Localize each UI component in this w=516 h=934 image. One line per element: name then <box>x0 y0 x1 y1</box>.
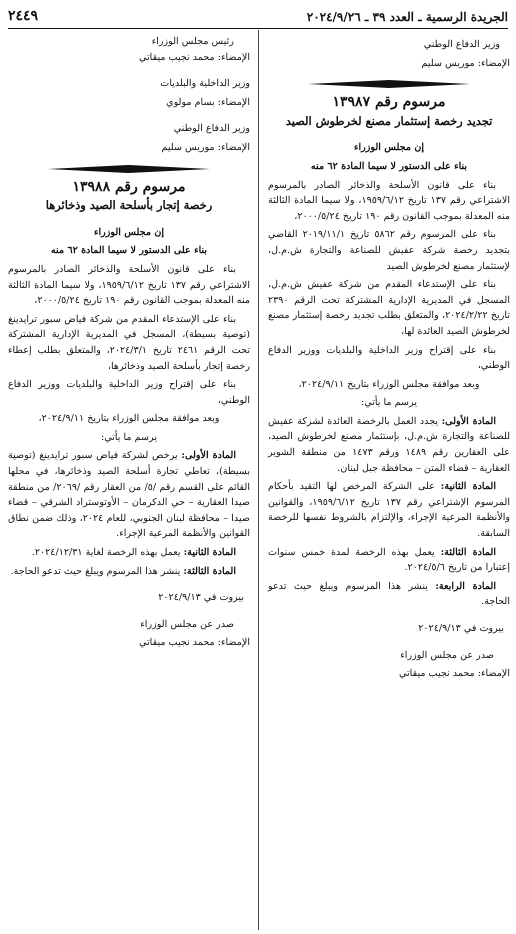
article-text: يعمل بهذه الرخصة لغاية ٢٠٢٤/١٢/٣١. <box>31 547 181 559</box>
article <box>8 448 250 542</box>
signature-name: الإمضاء: بسام مولوي <box>166 96 250 108</box>
article-label: المادة الرابعة: <box>435 580 496 592</box>
article-label: المادة الثالثة: <box>183 565 236 577</box>
preamble-paragraph: بناء على الإستدعاء المقدم من شركة عفيش ش.م.ل، المسجل في المديرية الإدارية المشتركة تحت الرقم ٢٣٩٠ تاريخ ٢٠٢٤/٢/٢٢، والمتعلق بطلب تجديد رخصة إستثمار مصنع لخرطوش الصيد العائدة لها، <box>268 279 511 337</box>
constitution-line: بناء على الدستور لا سيما المادة ٦٢ منه <box>50 245 208 257</box>
preamble-paragraph: بناء على قانون الأسلحة والذخائر الصادر بالمرسوم الاشتراعي رقم ١٣٧ تاريخ ١٩٥٩/٦/١٢، ولا سيما المادة الثالثة منه المعدلة بموجب القانون رقم ١٩٠ تاريخ ٢٠٠٠/٥/٢٤، <box>268 179 510 222</box>
issued-signature: الإمضاء: محمد نجيب ميقاتي <box>399 668 510 680</box>
approval-line: وبعد موافقة مجلس الوزراء بتاريخ ٢٠٢٤/٩/١١، <box>38 413 220 425</box>
article <box>8 545 250 561</box>
decrees-heading: يرسم ما يأتي: <box>100 431 158 443</box>
article-label: المادة الثالثة: <box>440 546 496 558</box>
signature-name: الإمضاء: موريس سليم <box>421 57 510 69</box>
article <box>8 564 250 580</box>
issued-signature: الإمضاء: محمد نجيب ميقاتي <box>139 637 250 649</box>
council-heading: إن مجلس الوزراء <box>93 226 165 238</box>
signature-title: وزير الدفاع الوطني <box>423 39 500 50</box>
preamble-paragraph: بناء على قانون الأسلحة والذخائر الصادر بالمرسوم الاشتراعي رقم ١٣٧ تاريخ ١٩٥٩/٦/١٢، ولا سيما المادة الثالثة منه المعدلة بموجب القانون رقم ١٩٠ تاريخ ٢٠٠٠/٥/٢٤، <box>8 263 250 307</box>
decree-title: تجديد رخصة إستثمار مصنع لخرطوش الصيد <box>285 113 493 128</box>
decrees-heading: يرسم ما يأتي: <box>360 397 418 409</box>
article-label: المادة الأولى: <box>181 450 236 462</box>
page-number: ٢٤٤٩ <box>8 8 39 24</box>
article <box>268 579 510 610</box>
signature-name: الإمضاء: موريس سليم <box>161 141 250 153</box>
column-divider <box>258 30 259 930</box>
council-heading: إن مجلس الوزراء <box>353 142 425 154</box>
article-label: المادة الثانية: <box>183 547 236 559</box>
preamble-paragraph: بناء على إقتراح وزير الداخلية والبلديات ووزير الدفاع الوطني، <box>268 344 510 372</box>
article <box>268 545 510 576</box>
place-date: بيروت في ٢٠٢٤/٩/١٣ <box>158 592 244 604</box>
divider-ornament <box>8 162 250 176</box>
place-date: بيروت في ٢٠٢٤/٩/١٣ <box>418 623 504 634</box>
signature-title: رئيس مجلس الوزراء <box>151 36 234 47</box>
article-label: المادة الأولى: <box>441 415 496 427</box>
article-text: يجدد العمل بالرخصة العائدة لشركة عفيش للصناعة والتجارة ش.م.ل، بإستثمار مصنع لخرطوش الصيد، على العقارين رقم ١٤٨٩ ورقم ١٤٧٣ من منطقة الشوير العقارية – قضاء المتن – محافظة جبل لبنان. <box>268 415 511 474</box>
left-column <box>8 34 250 654</box>
issued-by: صدر عن مجلس الوزراء <box>400 649 494 661</box>
right-column <box>268 34 510 685</box>
signature-row <box>8 34 250 50</box>
constitution-line: بناء على الدستور لا سيما المادة ٦٢ منه <box>310 160 468 172</box>
top-signature <box>268 37 510 71</box>
divider-ornament <box>268 77 510 91</box>
signature-name: الإمضاء: محمد نجيب ميقاتي <box>139 51 250 63</box>
article-text: يرخص لشركة فياض سبور ترايدينغ (توصية بسيطة)، تعاطي تجارة أسلحة الصيد وذخائرها، في محلها القائم على القسم رقم /٥/ من العقار رقم /٢٠٦٩/ من منطقة صيدا العقارية – حي الدكرمان – الأوتوستراد الشرقي – قضاء صيدا – محافظة لبنان الجنوبي، للعام ٢٠٢٤، وذلك ضمن نطاق القوانين والأنظمة المرعية الإجراء. <box>8 450 251 540</box>
decree-title: رخصة إتجار بأسلحة الصيد وذخائرها <box>45 198 213 213</box>
signature-title: وزير الداخلية والبلديات <box>160 78 250 90</box>
approval-line: وبعد موافقة مجلس الوزراء بتاريخ ٢٠٢٤/٩/١١، <box>298 378 480 390</box>
article-label: المادة الثانية: <box>440 481 496 493</box>
article-text: يعمل بهذه الرخصة لمدة خمس سنوات إعتبارا من تاريخ ٢٠٢٤/٥/٦. <box>268 546 510 574</box>
article-text: ينشر هذا المرسوم ويبلغ حيث تدعو الحاجة. <box>268 580 510 608</box>
gazette-header-title: الجريدة الرسمية ـ العدد ٣٩ ـ ٢٠٢٤/٩/٢٦ <box>306 10 508 24</box>
article-text: ينشر هذا المرسوم ويبلغ حيث تدعو الحاجة. <box>10 565 181 577</box>
preamble-paragraph: بناء على إقتراح وزير الداخلية والبلديات ووزير الدفاع الوطني، <box>8 379 250 406</box>
issued-by: صدر عن مجلس الوزراء <box>140 618 234 630</box>
signature-title: وزير الدفاع الوطني <box>173 123 250 135</box>
preamble-paragraph: بناء على الإستدعاء المقدم من شركة فياض سبور ترايدينغ (توصية بسيطة)، المسجل في المديرية الإدارية المشتركة تحت الرقم ٢٤٦١ تاريخ ٢٠٢٤/٣/١، والمتعلق بطلب إعطاء رخصة إتجار بأسلحة الصيد وذخائرها، <box>8 313 250 372</box>
article-text: على الشركة المرخص لها التقيد بأحكام المرسوم الإشتراعي رقم ١٣٧ تاريخ ١٩٥٩/٦/١٢، والقوانين والأنظمة المرعية الإجراء، والإلتزام بالشروط نفسها للرخصة السابقة. <box>268 481 510 540</box>
decree-number: مرسوم رقم ١٣٩٨٧ <box>332 94 446 111</box>
article <box>268 414 510 476</box>
decree-number: مرسوم رقم ١٣٩٨٨ <box>72 178 186 195</box>
preamble-paragraph: بناء على المرسوم رقم ٥٨٦٢ تاريخ ٢٠١٩/١١/١ القاضي بتجديد رخصة شركة عفيش للصناعة والتجارة ش.م.ل، لإستثمار مصنع لخرطوش الصيد <box>268 229 510 272</box>
article <box>268 479 510 541</box>
page-header <box>8 6 508 29</box>
